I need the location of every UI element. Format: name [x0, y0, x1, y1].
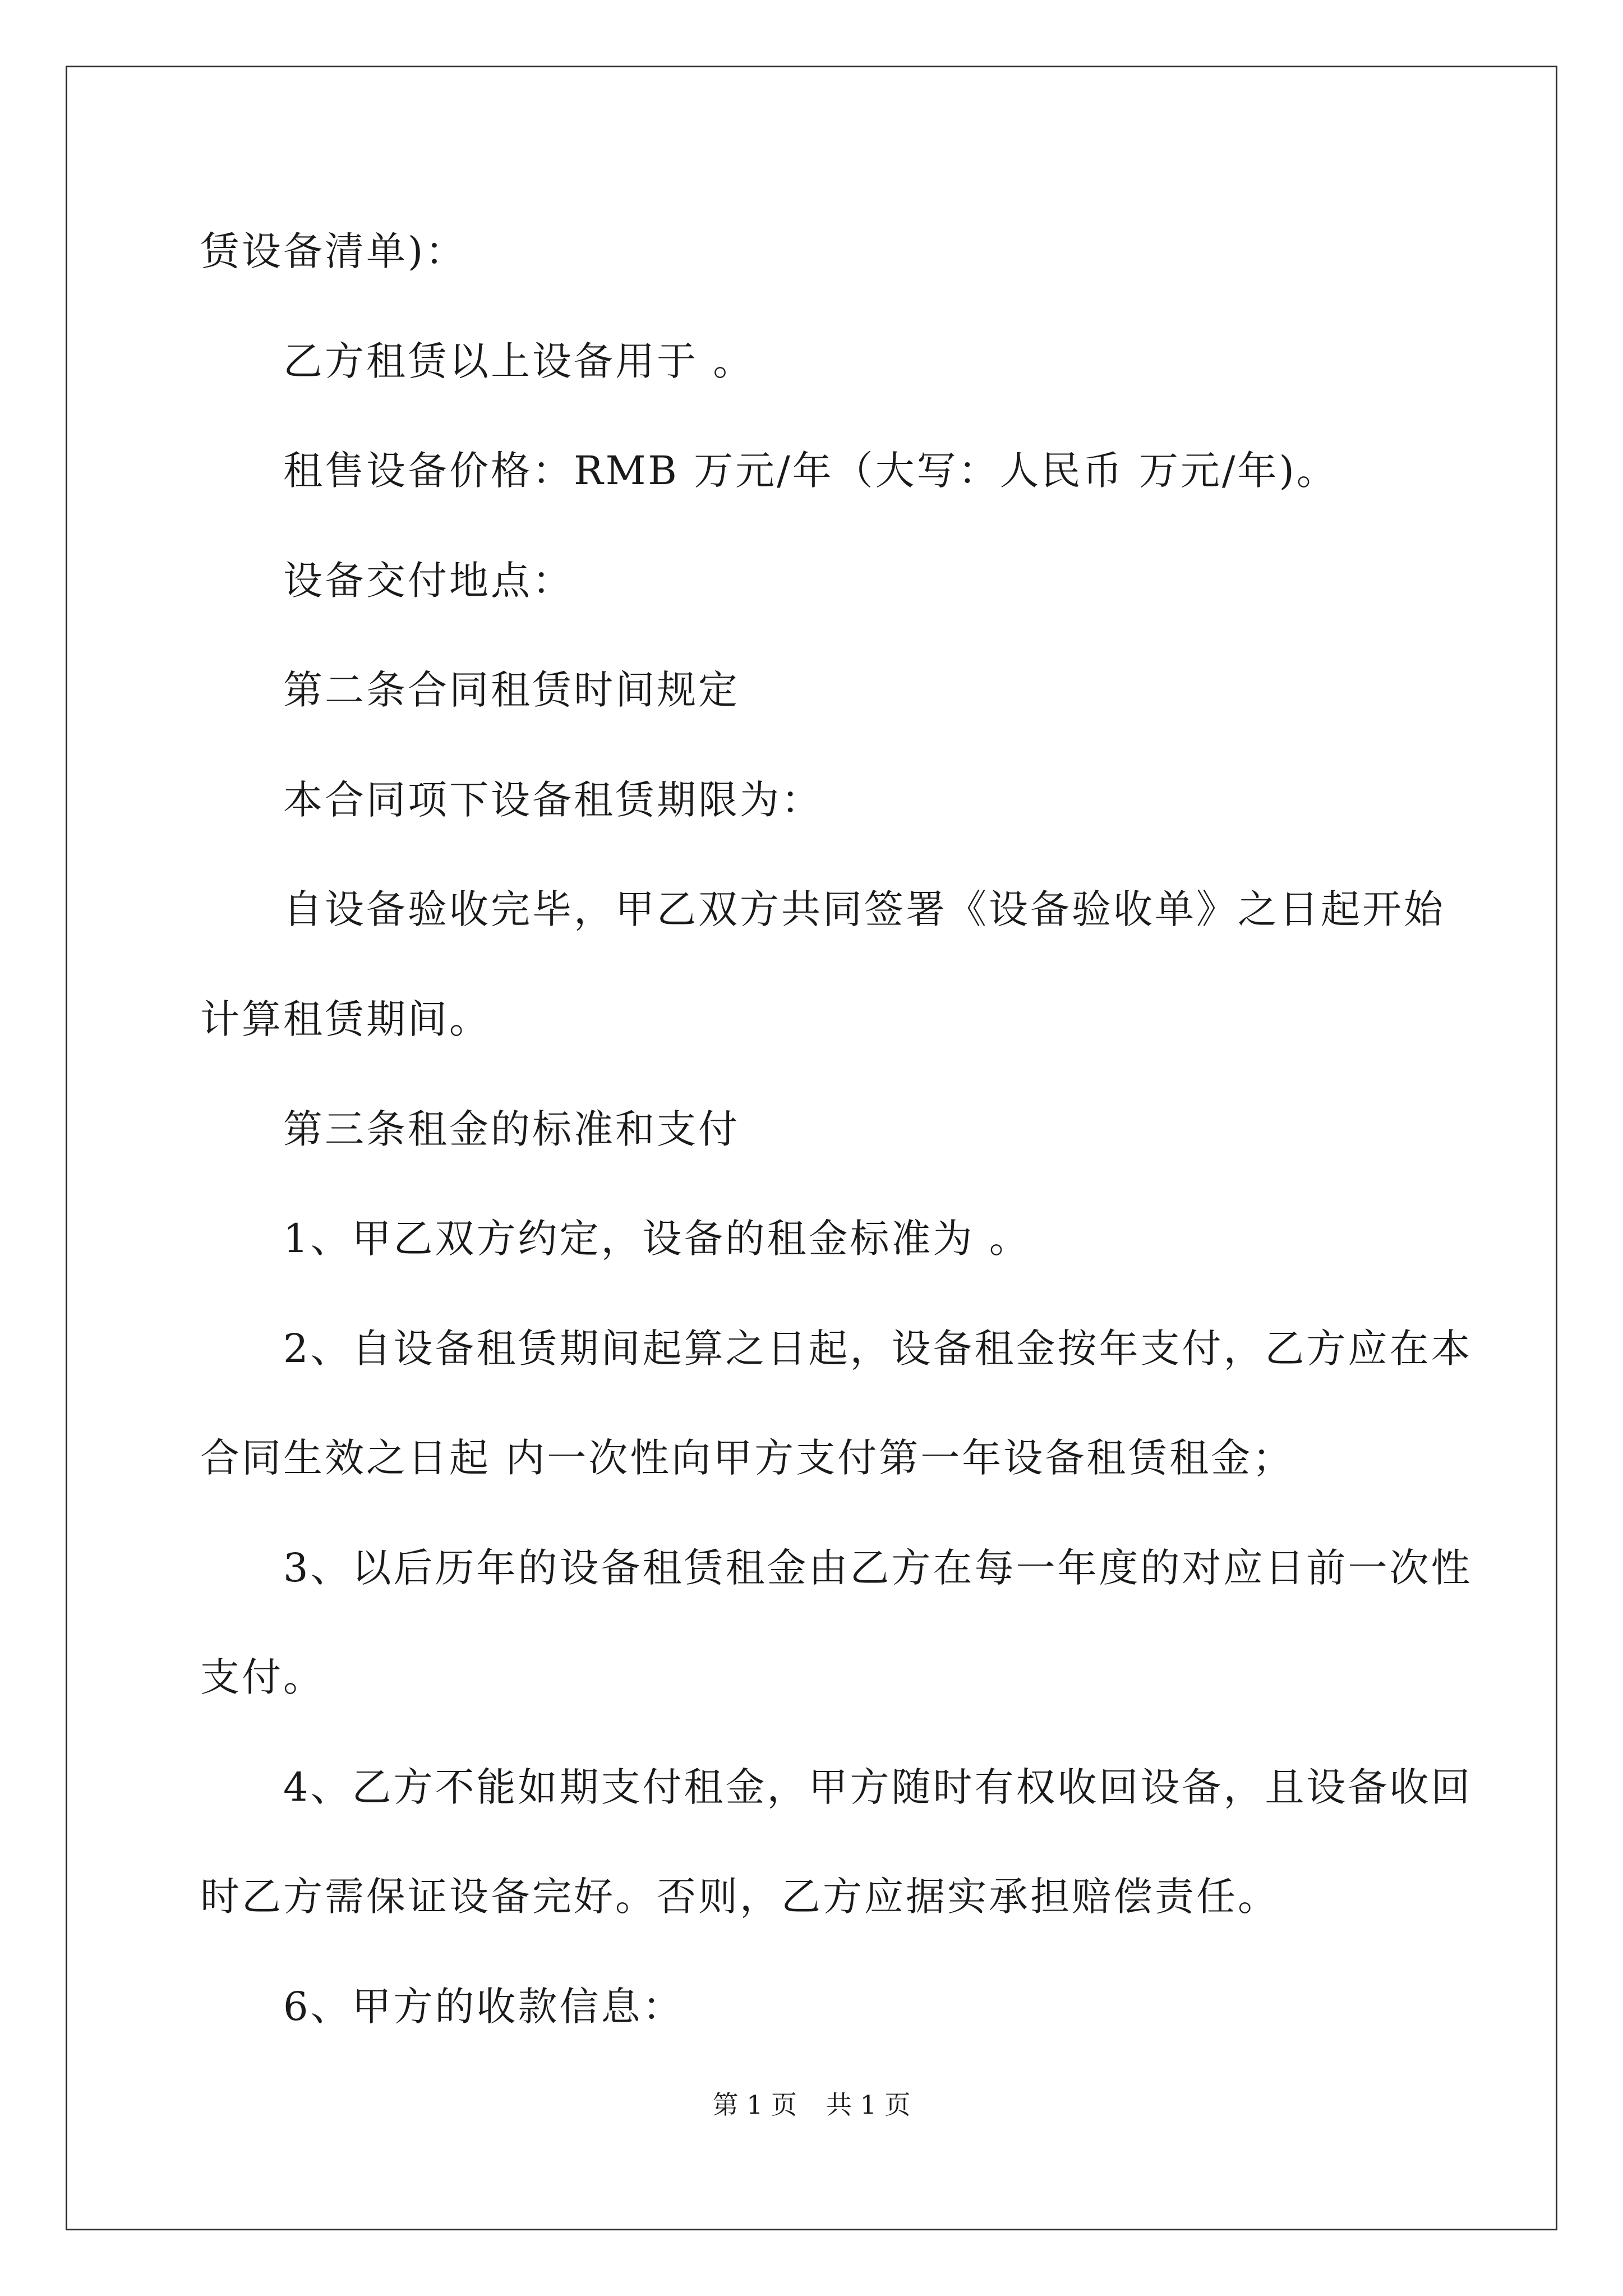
text-line-equipment-price: 租售设备价格：RMB 万元/年（大写：人民币 万元/年)。 [283, 448, 1338, 494]
section-heading-article-2: 第二条合同租赁时间规定 [283, 667, 740, 713]
text-line-delivery-location: 设备交付地点： [283, 558, 574, 604]
list-item-2: 2、自设备租赁期间起算之日起，设备租金按年支付，乙方应在本 [283, 1326, 1473, 1372]
list-item-6: 6、甲方的收款信息： [283, 1984, 684, 2030]
text-line-acceptance-start: 自设备验收完毕，甲乙双方共同签署《设备验收单》之日起开始 [283, 886, 1445, 932]
list-item-1: 1、甲乙双方约定，设备的租金标准为 。 [283, 1216, 1031, 1262]
page-number-current: 第 1 页 [712, 2090, 797, 2120]
list-item-2-cont: 合同生效之日起 内一次性向甲方支付第一年设备租赁租金； [200, 1435, 1294, 1481]
list-item-3: 3、以后历年的设备租赁租金由乙方在每一年度的对应日前一次性 [283, 1545, 1473, 1591]
list-item-4: 4、乙方不能如期支付租金，甲方随时有权收回设备，且设备收回 [283, 1764, 1473, 1810]
list-item-3-cont: 支付。 [200, 1654, 325, 1700]
section-heading-article-3: 第三条租金的标准和支付 [283, 1106, 740, 1152]
text-line-lease-term: 本合同项下设备租赁期限为： [283, 777, 823, 823]
list-item-4-cont: 时乙方需保证设备完好。否则，乙方应据实承担赔偿责任。 [200, 1874, 1279, 1920]
text-line-equipment-use: 乙方租赁以上设备用于 。 [283, 338, 755, 384]
page-number-total: 共 1 页 [826, 2090, 911, 2120]
page-footer [0, 2088, 1623, 2122]
text-line-continuation: 赁设备清单)： [200, 228, 467, 274]
text-line-acceptance-cont: 计算租赁期间。 [200, 996, 491, 1042]
